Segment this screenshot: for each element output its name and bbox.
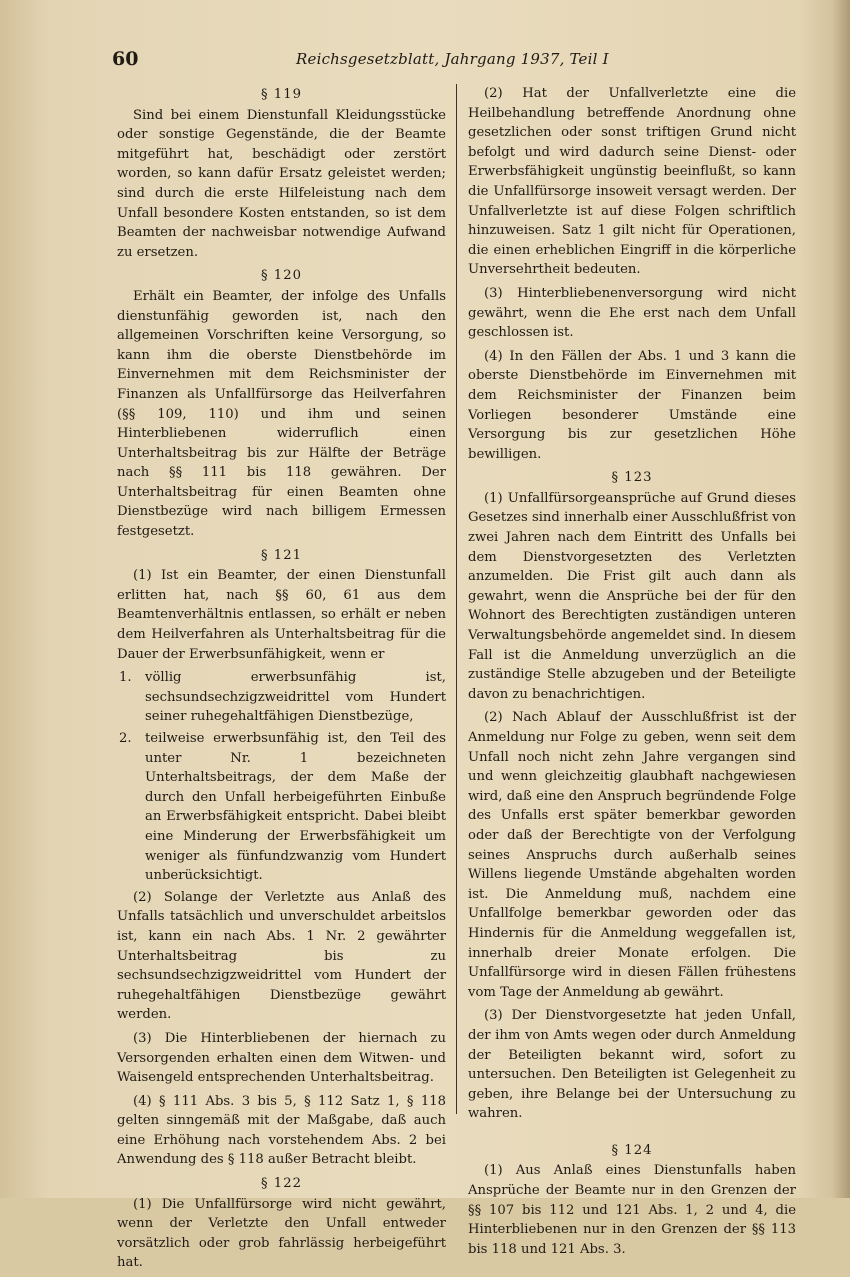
page-number: 60 [112,48,139,70]
paragraph: (1) Die Unfallfürsorge wird nicht gewährt, wenn der Verletzte den Unfall entweder vorsätzlich oder grob fahrlässig herbeigeführt hat. [117,1196,446,1271]
list-item [117,668,446,727]
paragraph: (2) Solange der Verletzte aus Anlaß des Unfalls tatsächlich und unverschuldet arbeitslos ist, kann ein nach Abs. 1 Nr. 2 gewährter Unterhaltsbeitrag bis zu sechsundsechzigzweidrittel vom Hundert der ruhegehaltfähigen Dienstbezüge gewährt werden. [117,889,446,1023]
section-heading-121: § 121 [261,547,302,563]
page-edge-shadow [832,0,850,1198]
paragraph: (3) Die Hinterbliebenen der hiernach zu Versorgenden erhalten einen dem Witwen- und Waisengeld entsprechenden Unterhaltsbeitrag. [117,1030,446,1086]
list-item-number: 1. [119,670,132,686]
list-item [117,729,446,886]
spacer [468,1128,796,1140]
paragraph: (1) Unfallfürsorgeansprüche auf Grund dieses Gesetzes sind innerhalb einer Ausschlußfrist von zwei Jahren nach dem Eintritt des Unfalls bei dem Dienstvorgesetzten des Verletzten anzumelden. Die Frist gilt auch dann als gewahrt, wenn die Ansprüche bei der für den Wohnort des Berechtigten zuständigen unteren Verwaltungsbehörde angemeldet sind. In diesem Fall ist die Anmeldung unverzüglich an die zuständige Stelle abzugeben und der Beteiligte davon zu benachrichtigen. [468,490,796,702]
paragraph: (2) Hat der Unfallverletzte eine die Heilbehandlung betreffende Anordnung ohne gesetzlichen oder sonst triftigen Grund nicht befolgt und wird dadurch seine Dienst- oder Erwerbsfähigkeit ungünstig beeinflußt, so kann die Unfallfürsorge insoweit versagt werden. Der Unfallverletzte ist auf diese Folgen schriftlich hinzuweisen. Satz 1 gilt nicht für Operationen, die einen erheblichen Eingriff in die körperliche Unversehrtheit bedeuten. [468,86,796,278]
right-column [468,84,796,1263]
paragraph: Erhält ein Beamter, der infolge des Unfalls dienstunfähig geworden ist, nach den allgemeinen Vorschriften keine Versorgung, so kann ihm die oberste Dienstbehörde im Einvernehmen mit dem Reichsminister der Finanzen als Unfallfürsorge das Heilverfahren (§§ 109, 110) und ihm und seinen Hinterbliebenen widerruflich einen Unterhaltsbeitrag bis zur Hälfte der Beträge nach §§ 111 bis 118 gewähren. Der Unterhaltsbeitrag für einen Beamten ohne Dienstbezüge wird nach billigem Ermessen festgesetzt. [117,288,446,540]
list-item-text: teilweise erwerbsunfähig ist, den Teil des unter Nr. 1 bezeichneten Unterhaltsbeitrags, der dem Maße der durch den Unfall herbeigeführten Einbuße an Erwerbsfähigkeit entspricht. Dabei bleibt eine Minderung der Erwerbsfähigkeit um weniger als fünfundzwanzig vom Hundert unberücksichtigt. [145,731,446,884]
left-column [117,84,446,1277]
running-title: Reichsgesetzblatt, Jahrgang 1937, Teil I [296,50,609,68]
list-item-number: 2. [119,731,132,746]
paragraph: Sind bei einem Dienstunfall Kleidungsstücke oder sonstige Gegenstände, die der Beamte mitgeführt hat, beschädigt oder zerstört worden, so kann dafür Ersatz geleistet werden; sind durch die erste Hilfeleistung nach dem Unfall besondere Kosten entstanden, so ist dem Beamten der nachweisbar notwendige Aufwand zu ersetzen. [117,107,446,260]
section-heading-122: § 122 [261,1176,302,1192]
section-heading-124: § 124 [611,1142,653,1158]
paragraph: (1) Ist ein Beamter, der einen Dienstunfall erlitten hat, nach §§ 60, 61 aus dem Beamtenverhältnis entlassen, so erhält er neben dem Heilverfahren als Unterhaltsbeitrag für die Dauer der Erwerbsunfähigkeit, wenn er [117,568,446,662]
page-header [0,48,850,78]
paragraph: (1) Aus Anlaß eines Dienstunfalls haben Ansprüche der Beamte nur in den Grenzen der §§ 107 bis 112 und 121 Abs. 1, 2 und 4, die Hinterbliebenen nur in den Grenzen der §§ 113 bis 118 und 121 Abs. 3. [468,1163,796,1257]
section-heading-120: § 120 [261,268,302,284]
section-heading-123: § 123 [611,470,653,486]
list-item-text: völlig erwerbsunfähig ist, sechsundsechzigzweidrittel vom Hundert seiner ruhegehaltfähigen Dienstbezüge, [145,670,446,725]
paragraph: (3) Der Dienstvorgesetzte hat jeden Unfall, der ihm von Amts wegen oder durch Anmeldung der Beteiligten bekannt wird, sofort zu untersuchen. Den Beteiligten ist Gelegenheit zu geben, ihre Belange bei der Untersuchung zu wahren. [468,1008,796,1122]
paragraph: (4) In den Fällen der Abs. 1 und 3 kann die oberste Dienstbehörde im Einvernehmen mit dem Reichsminister der Finanzen beim Vorliegen besonderer Umstände eine Versorgung bis zur gesetzlichen Höhe bewilligen. [468,348,796,462]
column-divider [456,84,457,1114]
section-heading-119: § 119 [261,87,302,102]
paragraph: (4) § 111 Abs. 3 bis 5, § 112 Satz 1, § 118 gelten sinngemäß mit der Maßgabe, daß auch eine Erhöhung nach vorstehendem Abs. 2 bei Anwendung des § 118 außer Betracht bleibt. [117,1093,446,1168]
paragraph: (3) Hinterbliebenenversorgung wird nicht gewährt, wenn die Ehe erst nach dem Unfall geschlossen ist. [468,285,796,341]
paragraph: (2) Nach Ablauf der Ausschlußfrist ist der Anmeldung nur Folge zu geben, wenn seit dem Unfall noch nicht zehn Jahre vergangen sind und wenn gleichzeitig glaubhaft nachgewiesen wird, daß eine den Anspruch begründende Folge des Unfalls erst später bemerkbar geworden oder daß der Berechtigte von der Verfolgung seines Anspruchs durch außerhalb seines Willens liegende Umstände abgehalten worden ist. Die Anmeldung muß, nachdem eine Unfallfolge bemerkbar geworden oder das Hindernis für die Anmeldung weggefallen ist, innerhalb dreier Monate erfolgen. Die Unfallfürsorge wird in diesen Fällen frühestens vom Tage der Anmeldung ab gewährt. [468,710,796,1000]
